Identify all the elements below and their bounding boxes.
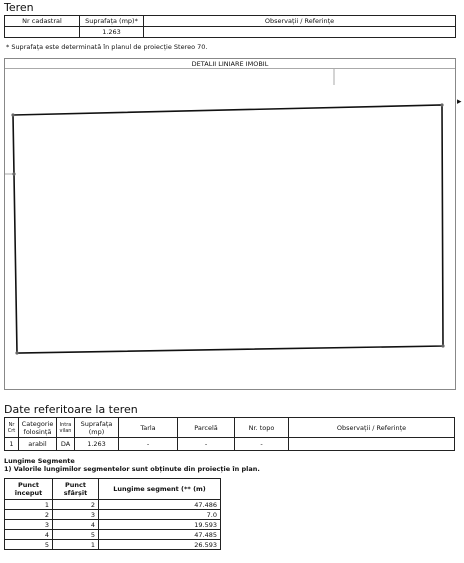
cell-observatii	[144, 27, 456, 38]
header-nr-cadastral: Nr cadastral	[5, 16, 80, 27]
cell-start: 2	[5, 510, 53, 520]
cell-end: 5	[53, 530, 99, 540]
cell-start: 3	[5, 520, 53, 530]
cell-length: 7.0	[99, 510, 221, 520]
header-lungime: Lungime segment (** (m)	[99, 479, 221, 500]
header-intravilan: Intra vilan	[57, 418, 75, 438]
cell-length: 26.593	[99, 540, 221, 550]
header-observatii: Observații / Referințe	[144, 16, 456, 27]
table-row	[5, 16, 456, 27]
cell-nr-topo: -	[235, 438, 289, 451]
header-observatii: Observații / Referințe	[289, 418, 455, 438]
cell-observatii	[289, 438, 455, 451]
teren-table	[4, 15, 456, 38]
header-suprafata: Suprafața (mp)*	[80, 16, 144, 27]
date-teren-title: Date referitoare la teren	[4, 403, 138, 416]
detalii-title: DETALII LINIARE IMOBIL	[191, 60, 269, 68]
table-row	[5, 479, 221, 500]
table-row	[5, 520, 221, 530]
cell-nr-cadastral	[5, 27, 80, 38]
table-row	[5, 27, 456, 38]
cell-tarla: -	[119, 438, 178, 451]
cell-start: 4	[5, 530, 53, 540]
teren-footnote: * Suprafața este determinată în planul de proiecție Stereo 70.	[6, 43, 208, 51]
cell-start: 5	[5, 540, 53, 550]
cell-length: 47.485	[99, 530, 221, 540]
lungime-title: Lungime Segmente	[4, 457, 75, 465]
header-nr-crt: Nr Crt	[5, 418, 19, 438]
table-row	[5, 418, 455, 438]
date-teren-table	[4, 417, 455, 451]
cell-parcela: -	[178, 438, 235, 451]
header-tarla: Tarla	[119, 418, 178, 438]
cell-end: 4	[53, 520, 99, 530]
vertex-point	[12, 172, 15, 175]
cell-end: 3	[53, 510, 99, 520]
cell-categorie: arabil	[19, 438, 57, 451]
cell-suprafata: 1.263	[75, 438, 119, 451]
cell-end: 2	[53, 500, 99, 510]
parcel-outline	[13, 105, 443, 353]
cell-end: 1	[53, 540, 99, 550]
vertex-point	[15, 351, 18, 354]
cell-intravilan: DA	[57, 438, 75, 451]
detalii-panel	[4, 58, 456, 390]
header-punct-sfarsit: Punct sfârșit	[53, 479, 99, 500]
vertex-point	[441, 344, 444, 347]
table-row	[5, 438, 455, 451]
vertex-point	[11, 113, 14, 116]
cell-start: 1	[5, 500, 53, 510]
cell-nr-crt: 1	[5, 438, 19, 451]
header-parcela: Parcelă	[178, 418, 235, 438]
cell-length: 47.486	[99, 500, 221, 510]
teren-title: Teren	[4, 1, 34, 14]
lungime-subtitle: 1) Valorile lungimilor segmentelor sunt obținute din proiecție în plan.	[4, 465, 260, 473]
table-row	[5, 500, 221, 510]
table-row	[5, 530, 221, 540]
header-suprafata: Suprafața (mp)	[75, 418, 119, 438]
table-row	[5, 540, 221, 550]
table-row	[5, 510, 221, 520]
header-nr-topo: Nr. topo	[235, 418, 289, 438]
cell-length: 19.593	[99, 520, 221, 530]
lungime-table	[4, 478, 221, 550]
parcel-sketch	[5, 59, 457, 391]
header-punct-inceput: Punct început	[5, 479, 53, 500]
cell-suprafata: 1.263	[80, 27, 144, 38]
arrow-icon: ▸	[457, 97, 462, 107]
vertex-point	[440, 103, 443, 106]
header-categorie: Categorie folosință	[19, 418, 57, 438]
